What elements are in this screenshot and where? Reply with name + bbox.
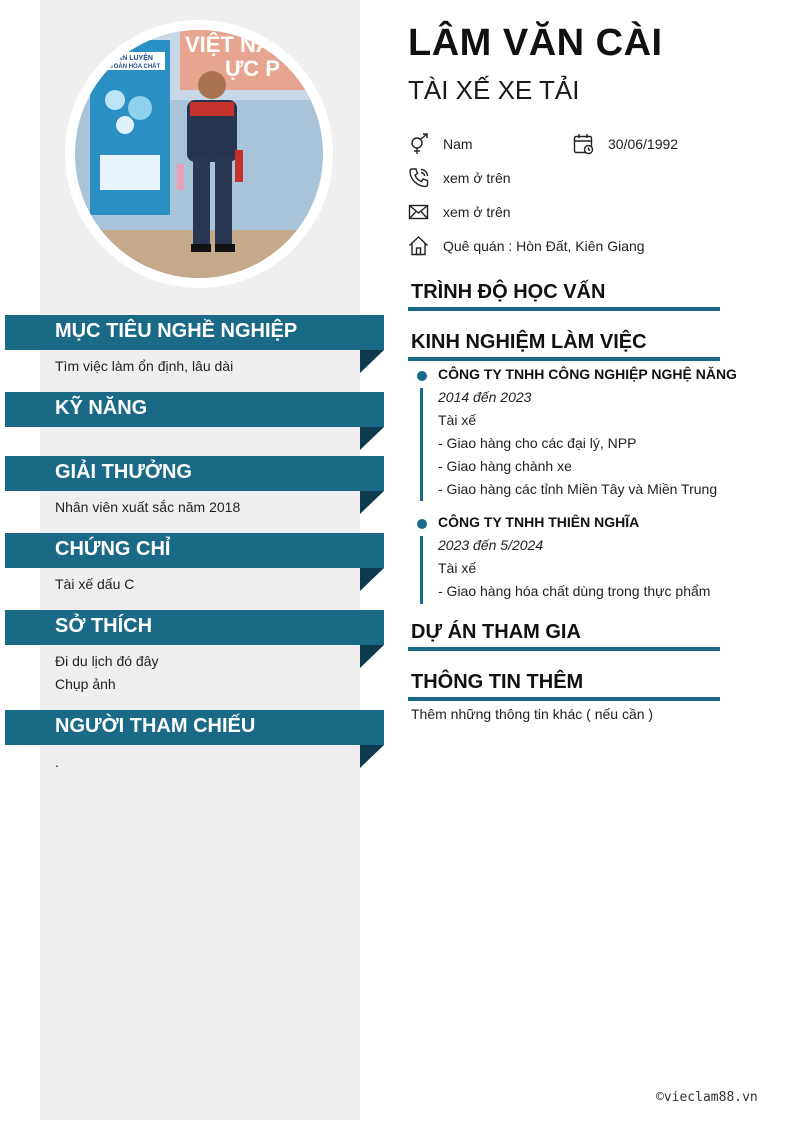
objective-fold-corner xyxy=(360,350,384,373)
references-heading: NGƯỜI THAM CHIẾU xyxy=(55,715,256,737)
additional-heading: THÔNG TIN THÊM xyxy=(411,671,584,693)
timeline-rail xyxy=(420,388,423,501)
timeline-dot xyxy=(417,371,427,381)
candidate-name: LÂM VĂN CÀI xyxy=(408,22,663,64)
timeline-rail xyxy=(420,536,423,604)
objective-heading: MỤC TIÊU NGHỀ NGHIỆP xyxy=(55,320,298,342)
gender-row xyxy=(408,133,473,155)
mail-icon xyxy=(408,201,430,223)
work-detail: - Giao hàng hóa chất dùng trong thực phẩm xyxy=(438,583,711,599)
hobbies-fold-corner xyxy=(360,645,384,668)
job-title: TÀI XẾ XE TẢI xyxy=(408,75,580,105)
work-detail: - Giao hàng chành xe xyxy=(438,458,572,474)
hometown-value: Quê quán : Hòn Đất, Kiên Giang xyxy=(443,238,645,254)
skills-fold-corner xyxy=(360,427,384,450)
poster-line-2: AN TOÀN HÓA CHẤT xyxy=(99,64,161,70)
additional-header xyxy=(408,669,720,701)
timeline-dot xyxy=(417,519,427,529)
photo-banner-subtitle: ỰC P xyxy=(225,56,280,81)
photo-banner-title: VIỆT NA xyxy=(185,32,272,57)
references-fold-corner xyxy=(360,745,384,768)
calendar-icon xyxy=(573,133,595,155)
certificates-body xyxy=(55,573,355,596)
certificates-heading: CHỨNG CHỈ xyxy=(55,538,171,560)
education-heading: TRÌNH ĐỘ HỌC VẤN xyxy=(411,281,606,303)
birthdate-row xyxy=(573,133,678,155)
references-text: . xyxy=(55,754,59,770)
certificates-fold-corner xyxy=(360,568,384,591)
projects-heading: DỰ ÁN THAM GIA xyxy=(411,621,581,643)
work-role: Tài xế xyxy=(438,412,477,428)
work-detail: - Giao hàng các tỉnh Miền Tây và Miền Trung xyxy=(438,481,718,497)
objective-header xyxy=(5,315,384,350)
hobbies-body xyxy=(55,650,355,696)
phone-value: xem ở trên xyxy=(443,170,511,186)
awards-body xyxy=(55,496,355,519)
projects-header xyxy=(408,619,720,651)
skills-heading: KỸ NĂNG xyxy=(55,397,148,419)
awards-fold-corner xyxy=(360,491,384,514)
experience-item xyxy=(415,366,735,506)
experience-item xyxy=(415,514,735,606)
work-role: Tài xế xyxy=(438,560,477,576)
additional-text: Thêm những thông tin khác ( nếu cần ) xyxy=(411,706,654,722)
hobbies-item: Đi du lịch đó đây xyxy=(55,653,159,669)
email-value: xem ở trên xyxy=(443,204,511,220)
awards-text: Nhân viên xuất sắc năm 2018 xyxy=(55,499,241,515)
certificates-header xyxy=(5,533,384,568)
company-name: CÔNG TY TNHH THIÊN NGHĨA xyxy=(438,514,640,530)
hobbies-item: Chụp ảnh xyxy=(55,676,116,692)
hobbies-heading: SỞ THÍCH xyxy=(55,615,153,637)
gender-value: Nam xyxy=(443,136,473,152)
hometown-row xyxy=(408,235,645,257)
awards-header xyxy=(5,456,384,491)
awards-heading: GIẢI THƯỞNG xyxy=(55,461,192,483)
work-detail: - Giao hàng cho các đại lý, NPP xyxy=(438,435,637,451)
gender-icon xyxy=(408,133,430,155)
home-icon xyxy=(408,235,430,257)
watermark: ©vieclam88.vn xyxy=(656,1090,758,1105)
experience-heading: KINH NGHIỆM LÀM VIỆC xyxy=(411,331,647,353)
work-period: 2023 đến 5/2024 xyxy=(438,537,544,553)
objective-text: Tìm việc làm ổn định, lâu dài xyxy=(55,358,234,374)
objective-body xyxy=(55,355,355,378)
email-row xyxy=(408,201,511,223)
certificates-text: Tài xế dấu C xyxy=(55,576,135,592)
hobbies-header xyxy=(5,610,384,645)
phone-icon xyxy=(408,167,430,189)
avatar xyxy=(75,30,323,278)
references-body xyxy=(55,751,355,774)
phone-row xyxy=(408,167,511,189)
experience-header xyxy=(408,329,720,361)
company-name: CÔNG TY TNHH CÔNG NGHIỆP NGHỆ NĂNG xyxy=(438,366,737,382)
poster-line-1: HUẤN LUYỆN xyxy=(107,55,153,62)
education-header xyxy=(408,279,720,311)
birthdate-value: 30/06/1992 xyxy=(608,136,679,152)
work-period: 2014 đến 2023 xyxy=(438,389,532,405)
references-header xyxy=(5,710,384,745)
skills-header xyxy=(5,392,384,427)
